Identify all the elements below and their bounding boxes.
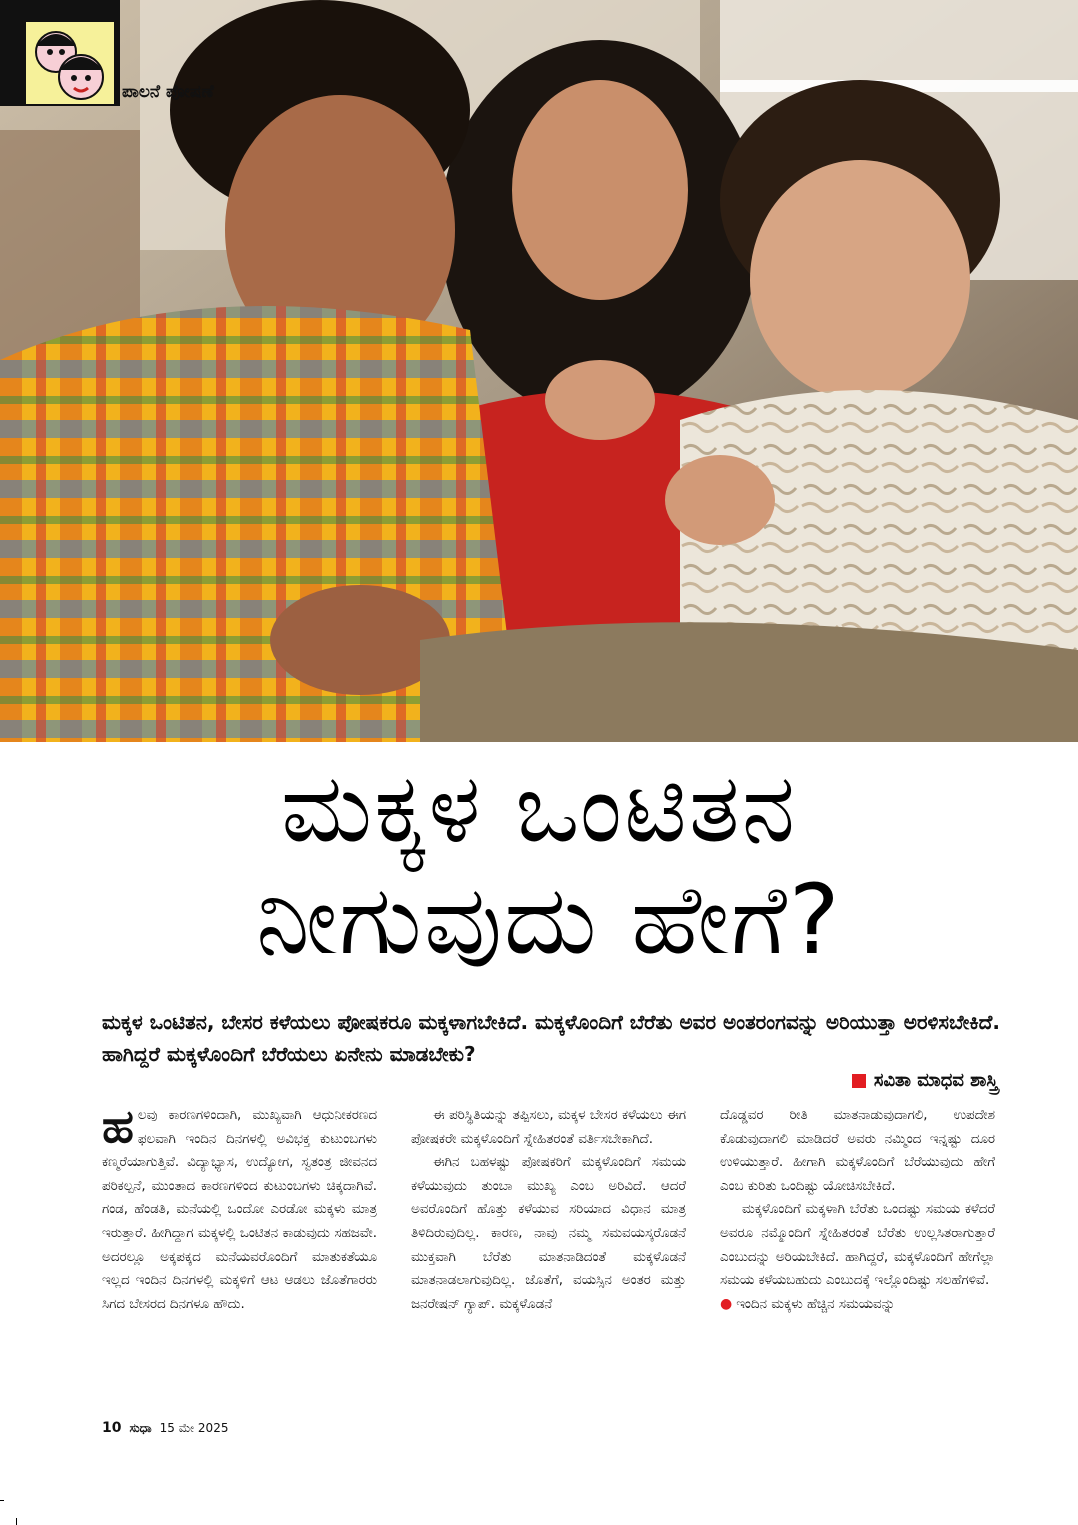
drop-cap: ಹ [102,1099,134,1153]
page-number: 10 [102,1420,122,1436]
byline [852,1070,998,1091]
bullet-text: ಇಂದಿನ ಮಕ್ಕಳು ಹೆಚ್ಚಿನ ಸಮಯವನ್ನು [736,1296,896,1312]
hero-photo [0,0,1078,742]
paragraph: ಈ ಪರಿಸ್ಥಿತಿಯನ್ನು ತಪ್ಪಿಸಲು, ಮಕ್ಕಳ ಬೇಸರ ಕಳೆಯಲು ಈಗ ಪೋಷಕರೇ ಮಕ್ಕಳೊಂದಿಗೆ ಸ್ನೇಹಿತರಂತೆ ವರ್ತಿಸಬೇಕಾಗಿದೆ. [411,1108,686,1147]
article-deck: ಮಕ್ಕಳ ಒಂಟಿತನ, ಬೇಸರ ಕಳೆಯಲು ಪೋಷಕರೂ ಮಕ್ಕಳಾಗಬೇಕಿದೆ. ಮಕ್ಕಳೊಂದಿಗೆ ಬೆರೆತು ಅವರ ಅಂತರಂಗವನ್ನು ಅರಿಯುತ್ತಾ ಅರಳಿಸಬೇಕಿದೆ. ಹಾಗಿದ್ದರೆ ಮಕ್ಕಳೊಂದಿಗೆ ಬೆರೆಯಲು ಏನೇನು ಮಾಡಬೇಕು? [102,1010,1000,1066]
column-1 [102,1099,377,1316]
section-logo [0,0,120,106]
paragraph: ಈಗಿನ ಬಹಳಷ್ಟು ಪೋಷಕರಿಗೆ ಮಕ್ಕಳೊಂದಿಗೆ ಸಮಯ ಕಳೆಯುವುದು ತುಂಬಾ ಮುಖ್ಯ ಎಂಬ ಅರಿವಿದೆ. ಆದರೆ ಅವರೊಂದಿಗೆ ಹೊತ್ತು ಕಳೆಯುವ ಸರಿಯಾದ ವಿಧಾನ ಮಾತ್ರ ತಿಳಿದಿರುವುದಿಲ್ಲ. ಕಾರಣ, ನಾವು ನಮ್ಮ ಸಮವಯಸ್ಕರೊಡನೆ ಮುಕ್ತವಾಗಿ ಬೆರೆತು ಮಾತನಾಡಿದಂತೆ ಮಕ್ಕಳೊಡನೆ ಮಾತನಾಡಲಾಗುವುದಿಲ್ಲ. ಜೊತೆಗೆ, ವಯಸ್ಸಿನ ಅಂತರ ಮತ್ತು ಜನರೇಷನ್ ಗ್ಯಾಪ್. ಮಕ್ಕಳೊಡನೆ [411,1155,686,1312]
column-2 [411,1104,686,1316]
paragraph: ಮಕ್ಕಳೊಂದಿಗೆ ಮಕ್ಕಳಾಗಿ ಬೆರೆತು ಒಂದಷ್ಟು ಸಮಯ ಕಳೆದರೆ ಅವರೂ ನಮ್ಮೊಂದಿಗೆ ಸ್ನೇಹಿತರಂತೆ ಬೆರೆತು ಉಲ್ಲಸಿತರಾಗುತ್ತಾರೆ ಎಂಬುದನ್ನು ಅರಿಯಬೇಕಿದೆ. ಹಾಗಿದ್ದರೆ, ಮಕ್ಕಳೊಂದಿಗೆ ಹೇಗೆಲ್ಲಾ ಸಮಯ ಕಳೆಯಬಹುದು ಎಂಬುದಕ್ಕೆ ಇಲ್ಲೊಂದಿಷ್ಟು ಸಲಹೆಗಳಿವೆ. [720,1202,995,1289]
bullet-item [720,1293,995,1317]
page-footer [102,1420,228,1436]
paragraph [102,1099,377,1316]
headline-line-1: ಮಕ್ಕಳ ಒಂಟಿತನ [280,752,798,864]
column-3 [720,1104,995,1316]
publication-name: ಸುಧಾ [129,1421,152,1435]
family-photo-illustration [0,0,1078,742]
byline-square-icon [852,1074,866,1088]
crop-mark [0,1500,4,1501]
headline [0,752,1078,976]
paragraph: ದೊಡ್ಡವರ ರೀತಿ ಮಾತನಾಡುವುದಾಗಲಿ, ಉಪದೇಶ ಕೊಡುವುದಾಗಲಿ ಮಾಡಿದರೆ ಅವರು ನಮ್ಮಿಂದ ಇನ್ನಷ್ಟು ದೂರ ಉಳಿಯುತ್ತಾರೆ. ಹೀಗಾಗಿ ಮಕ್ಕಳೊಂದಿಗೆ ಬೆರೆಯುವುದು ಹೇಗೆ ಎಂಬ ಕುರಿತು ಒಂದಿಷ್ಟು ಯೋಚಿಸಬೇಕಿದೆ. [720,1108,995,1194]
article-body [102,1099,996,1316]
crop-mark [16,1518,17,1525]
paragraph-text: ಲವು ಕಾರಣಗಳಿಂದಾಗಿ, ಮುಖ್ಯವಾಗಿ ಆಧುನೀಕರಣದ ಫಲವಾಗಿ ಇಂದಿನ ದಿನಗಳಲ್ಲಿ ಅವಿಭಕ್ತ ಕುಟುಂಬಗಳು ಕಣ್ಮರೆಯಾಗುತ್ತಿವೆ. ವಿದ್ಯಾಭ್ಯಾಸ, ಉದ್ಯೋಗ, ಸ್ವತಂತ್ರ ಜೀವನದ ಪರಿಕಲ್ಪನೆ, ಮುಂತಾದ ಕಾರಣಗಳಿಂದ ಕುಟುಂಬಗಳು ಚಿಕ್ಕದಾಗಿವೆ. ಗಂಡ, ಹೆಂಡತಿ, ಮನೆಯಲ್ಲಿ ಒಂದೋ ಎರಡೋ ಮಕ್ಕಳು ಮಾತ್ರ ಇರುತ್ತಾರೆ. ಹೀಗಿದ್ದಾಗ ಮಕ್ಕಳಲ್ಲಿ ಒಂಟಿತನ ಕಾಡುವುದು ಸಹಜವೇ. ಅದರಲ್ಲೂ ಅಕ್ಕಪಕ್ಕದ ಮನೆಯವರೊಂದಿಗೆ ಮಾತುಕತೆಯೂ ಇಲ್ಲದ ಇಂದಿನ ದಿನಗಳಲ್ಲಿ ಮಕ್ಕಳಿಗೆ ಆಟ ಆಡಲು ಜೊತೆಗಾರರು ಸಿಗದ ಬೇಸರದ ದಿನಗಳೂ ಹೌದು. [102,1108,377,1312]
cartoon-kids-icon [24,20,116,106]
bullet-dot-icon: ● [720,1295,733,1312]
author-name: ಸವಿತಾ ಮಾಧವ ಶಾಸ್ತ್ರಿ [873,1070,998,1091]
issue-date: 15 ಮೇ 2025 [159,1421,229,1435]
headline-line-2: ನೀಗುವುದು ಹೇಗೆ? [256,864,842,976]
section-label: ಪಾಲನೆ ಪೋಷಣೆ [122,82,214,102]
